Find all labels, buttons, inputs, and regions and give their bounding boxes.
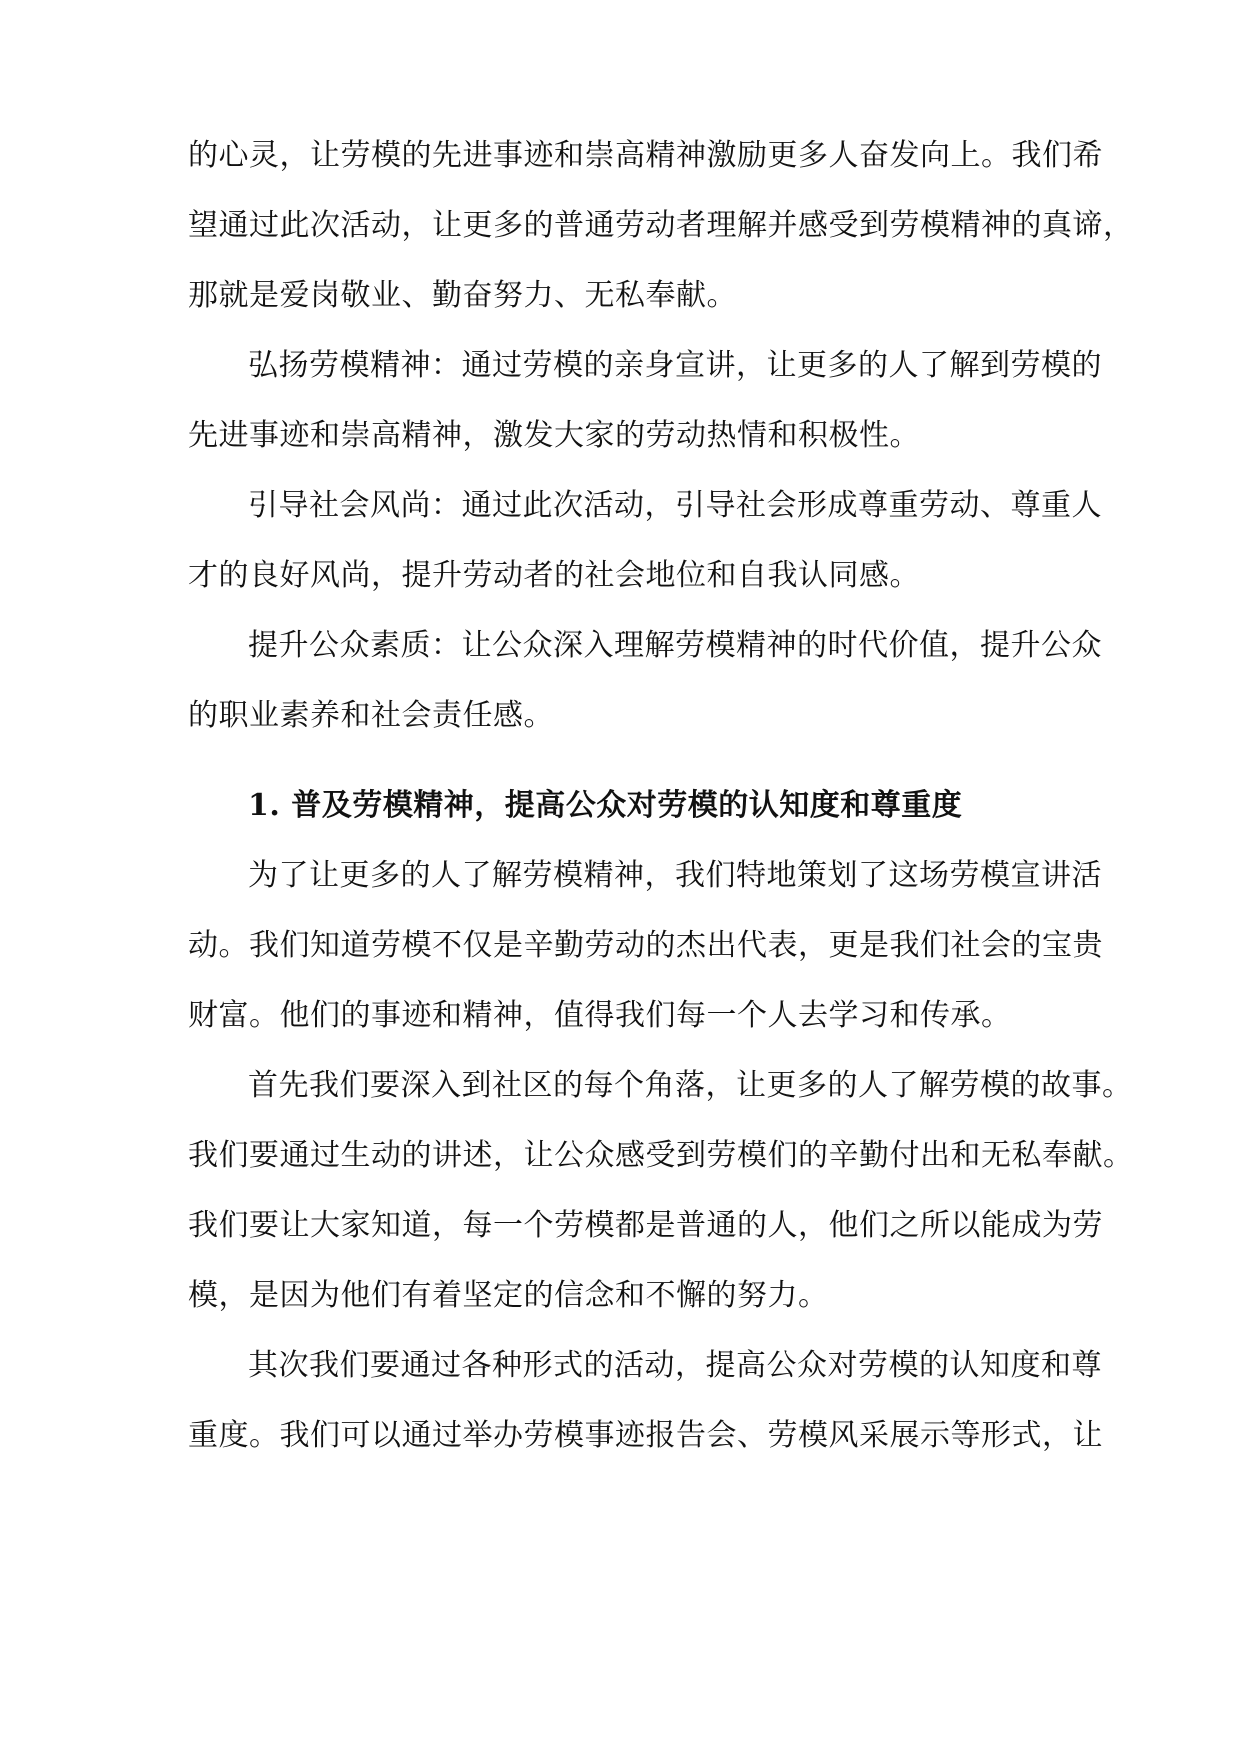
paragraph-line: 我们要让大家知道，每一个劳模都是普通的人，他们之所以能成为劳: [188, 1208, 1103, 1243]
paragraph-line: 引导社会风尚：通过此次活动，引导社会形成尊重劳动、尊重人: [248, 488, 1102, 523]
paragraph-line: 模，是因为他们有着坚定的信念和不懈的努力。: [188, 1278, 829, 1313]
paragraph-line: 才的良好风尚，提升劳动者的社会地位和自我认同感。: [188, 558, 920, 593]
paragraph-line: 的心灵，让劳模的先进事迹和崇高精神激励更多人奋发向上。我们希: [188, 138, 1103, 173]
paragraph-line: 的职业素养和社会责任感。: [188, 698, 554, 733]
paragraph-line: 首先我们要深入到社区的每个角落，让更多的人了解劳模的故事。: [248, 1068, 1133, 1103]
paragraph-line: 重度。我们可以通过举办劳模事迹报告会、劳模风采展示等形式，让: [188, 1418, 1103, 1453]
paragraph-line: 动。我们知道劳模不仅是辛勤劳动的杰出代表，更是我们社会的宝贵: [188, 928, 1103, 963]
section-heading: 1. 普及劳模精神，提高公众对劳模的认知度和尊重度: [248, 788, 963, 823]
paragraph-line: 我们要通过生动的讲述，让公众感受到劳模们的辛勤付出和无私奉献。: [188, 1138, 1134, 1173]
paragraph-line: 财富。他们的事迹和精神，值得我们每一个人去学习和传承。: [188, 998, 1012, 1033]
paragraph-line: 望通过此次活动，让更多的普通劳动者理解并感受到劳模精神的真谛，: [188, 208, 1134, 243]
paragraph-line: 先进事迹和崇高精神，激发大家的劳动热情和积极性。: [188, 418, 920, 453]
paragraph-line: 其次我们要通过各种形式的活动，提高公众对劳模的认知度和尊: [248, 1348, 1102, 1383]
paragraph-line: 弘扬劳模精神：通过劳模的亲身宣讲，让更多的人了解到劳模的: [248, 348, 1102, 383]
paragraph-line: 那就是爱岗敬业、勤奋努力、无私奉献。: [188, 278, 737, 313]
paragraph-line: 为了让更多的人了解劳模精神，我们特地策划了这场劳模宣讲活: [248, 858, 1102, 893]
paragraph-line: 提升公众素质：让公众深入理解劳模精神的时代价值，提升公众: [248, 628, 1102, 663]
